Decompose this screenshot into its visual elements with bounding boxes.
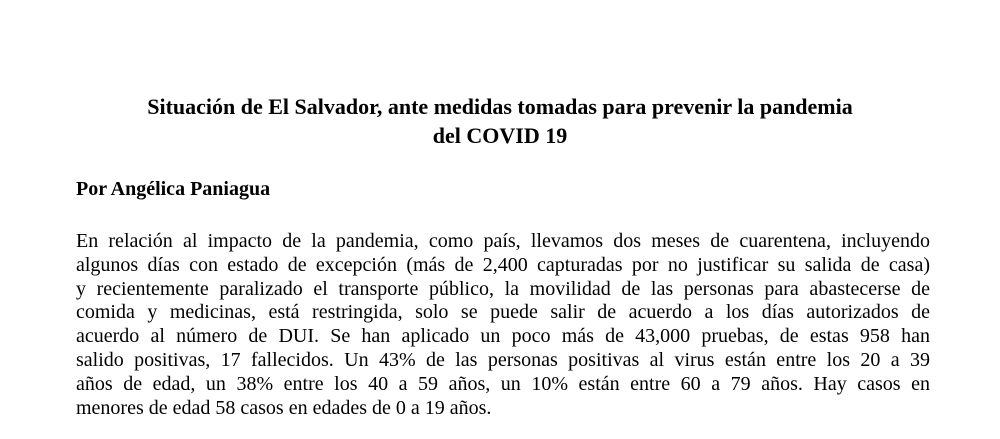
title-line: Situación de El Salvador, ante medidas tomadas para prevenir la pandemia (147, 94, 853, 119)
paragraph-line: salido positivas, 17 fallecidos. Un 43% de las personas positivas al virus están entre los 20 a 39 (76, 348, 930, 371)
paragraph-line: algunos días con estado de excepción (más de 2,400 capturadas por no justificar su salida de casa) (76, 253, 930, 276)
document-title (60, 92, 940, 150)
paragraph-line: y recientemente paralizado el transporte público, la movilidad de las personas para abastecerse de (76, 277, 930, 300)
paragraph-line: En relación al impacto de la pandemia, como país, llevamos dos meses de cuarentena, incluyendo (76, 230, 930, 252)
title-line: del COVID 19 (432, 123, 568, 148)
paragraph-line: comida y medicinas, está restringida, solo se puede salir de acuerdo a los días autorizados de (76, 301, 930, 324)
body-paragraph (76, 230, 930, 420)
author-byline: Por Angélica Paniagua (76, 178, 271, 200)
paragraph-line: acuerdo al número de DUI. Se han aplicado un poco más de 43,000 pruebas, de estas 958 han (76, 325, 930, 348)
paragraph-line: años de edad, un 38% entre los 40 a 59 años, un 10% están entre 60 a 79 años. Hay casos en (76, 372, 930, 395)
paragraph-line: menores de edad 58 casos en edades de 0 a 19 años. (76, 396, 492, 419)
